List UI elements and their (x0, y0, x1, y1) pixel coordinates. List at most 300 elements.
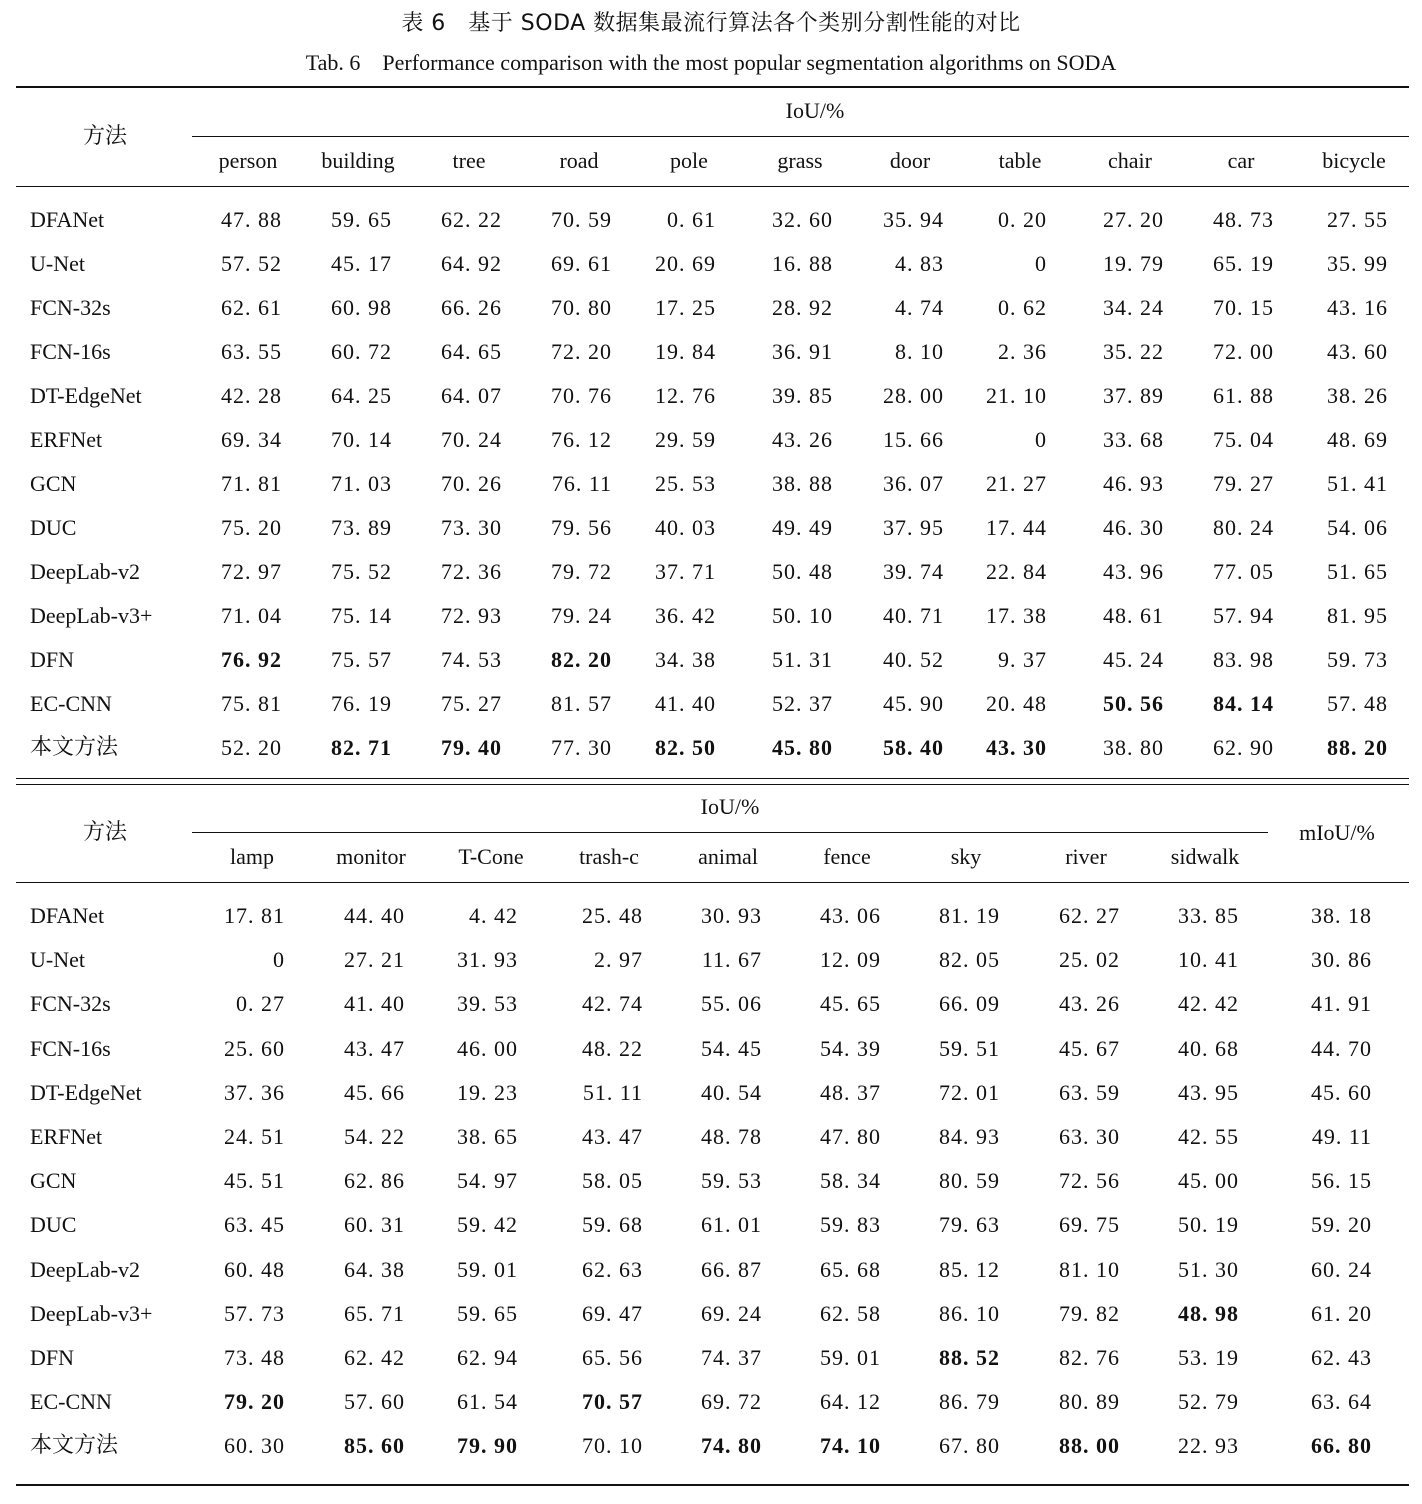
table1-value-cell: 75. 81 (221, 691, 282, 716)
table2-value-cell: 30. 86 (1311, 947, 1372, 973)
table1-value-cell: 70. 24 (441, 427, 502, 452)
table2-value-cell: 45. 66 (344, 1079, 405, 1105)
table1-value-cell: 81. 95 (1327, 603, 1388, 628)
table2-value-cell: 41. 40 (344, 991, 405, 1017)
table2-value-cell: 43. 47 (344, 1035, 405, 1061)
table1-value-cell: 4. 74 (895, 295, 944, 320)
table2-value-cell: 58. 05 (582, 1168, 643, 1194)
table2-value-cell: 64. 12 (820, 1389, 881, 1415)
table2-value-cell: 66. 87 (701, 1256, 762, 1282)
table1-value-cell: 43. 16 (1327, 295, 1388, 320)
table1-iou-header: IoU/% (785, 98, 845, 123)
table1-value-cell: 70. 80 (551, 295, 612, 320)
table2-method-cell: 本文方法 (30, 1433, 119, 1459)
table2-value-cell: 33. 85 (1178, 903, 1239, 928)
table1-value-cell: 47. 88 (221, 207, 282, 232)
table2-value-cell: 24. 51 (224, 1124, 285, 1149)
table2-value-cell: 55. 06 (701, 991, 762, 1017)
table1-value-cell: 48. 61 (1103, 603, 1164, 628)
table2-value-cell: 69. 24 (701, 1300, 762, 1326)
table1-column-header: grass (777, 148, 823, 173)
table2-value-cell: 57. 60 (344, 1389, 405, 1415)
table2-value-cell: 48. 22 (582, 1035, 643, 1061)
table2-value-cell: 65. 68 (820, 1256, 881, 1282)
table2-iou-header: IoU/% (700, 794, 760, 819)
table2-value-cell: 73. 48 (224, 1345, 285, 1370)
table2-value-cell: 74. 80 (701, 1433, 762, 1459)
table2-value-cell: 10. 41 (1178, 947, 1239, 973)
table2-method-cell: U-Net (30, 947, 85, 973)
table1-value-cell: 71. 03 (331, 471, 392, 496)
table2-value-cell: 44. 70 (1311, 1035, 1372, 1061)
table1-value-cell: 15. 66 (883, 427, 944, 452)
table1-value-cell: 62. 22 (441, 207, 502, 232)
table2-value-cell: 59. 01 (820, 1345, 881, 1370)
table1-value-cell: 71. 04 (221, 603, 282, 628)
table2-value-cell: 81. 19 (939, 903, 1000, 928)
table2-value-cell: 62. 58 (820, 1300, 881, 1326)
table1-value-cell: 38. 88 (772, 471, 833, 496)
table2-value-cell: 59. 65 (457, 1300, 518, 1326)
table2-value-cell: 74. 10 (820, 1433, 881, 1459)
table2-value-cell: 40. 68 (1178, 1035, 1239, 1061)
table1-value-cell: 51. 41 (1327, 471, 1388, 496)
table1-value-cell: 37. 89 (1103, 383, 1164, 408)
table1-column-header: person (218, 148, 278, 173)
table2-method-cell: DT-EdgeNet (30, 1079, 142, 1105)
table2-value-cell: 44. 40 (344, 903, 405, 928)
table2-value-cell: 74. 37 (701, 1345, 762, 1370)
table1-value-cell: 34. 38 (655, 647, 716, 672)
table1-value-cell: 69. 61 (551, 251, 612, 276)
table2-value-cell: 48. 37 (820, 1079, 881, 1105)
table1-value-cell: 27. 55 (1327, 207, 1388, 232)
table2-value-cell: 51. 11 (582, 1079, 643, 1105)
table2-value-cell: 25. 48 (582, 903, 643, 928)
table1-value-cell: 43. 30 (986, 735, 1047, 760)
table1-value-cell: 64. 25 (331, 383, 392, 408)
table2-value-cell: 50. 19 (1178, 1212, 1239, 1238)
table1-value-cell: 54. 06 (1327, 515, 1388, 540)
table2-value-cell: 54. 39 (820, 1035, 881, 1061)
table2-value-cell: 40. 54 (701, 1079, 762, 1105)
table2-value-cell: 48. 98 (1178, 1300, 1239, 1326)
table1-value-cell: 79. 40 (441, 735, 502, 760)
table2-value-cell: 62. 42 (344, 1345, 405, 1370)
table1-column-header: bicycle (1322, 148, 1386, 173)
table1-value-cell: 63. 55 (221, 339, 282, 364)
table2-value-cell: 59. 83 (820, 1212, 881, 1238)
table1-value-cell: 0. 20 (998, 207, 1047, 232)
table1-value-cell: 17. 44 (986, 515, 1047, 540)
table2-value-cell: 53. 19 (1178, 1345, 1239, 1370)
table-caption-english: Tab. 6 Performance comparison with the most popular segmentation algorithms on SODA (305, 50, 1117, 75)
table2-value-cell: 62. 43 (1311, 1345, 1372, 1370)
table1-value-cell: 36. 91 (772, 339, 833, 364)
table2-value-cell: 56. 15 (1311, 1168, 1372, 1194)
table2-value-cell: 4. 42 (469, 903, 518, 928)
table1-method-cell: U-Net (30, 251, 85, 276)
table2-column-header: fence (823, 844, 871, 869)
table1-value-cell: 75. 04 (1213, 427, 1274, 452)
table1-iou-underline (192, 136, 1409, 137)
table2-value-cell: 58. 34 (820, 1168, 881, 1194)
table2-method-cell: DUC (30, 1212, 77, 1238)
table2-value-cell: 30. 93 (701, 903, 762, 928)
table2-value-cell: 82. 05 (939, 947, 1000, 973)
table1-value-cell: 39. 74 (883, 559, 944, 584)
table1-value-cell: 76. 11 (551, 471, 612, 496)
table2-value-cell: 45. 65 (820, 991, 881, 1017)
table2-value-cell: 66. 80 (1311, 1433, 1372, 1459)
table1-value-cell: 52. 37 (772, 691, 833, 716)
table2-value-cell: 38. 65 (457, 1124, 518, 1149)
table2-value-cell: 0 (273, 947, 285, 973)
table1-value-cell: 77. 30 (551, 735, 612, 760)
table2-value-cell: 72. 01 (939, 1079, 1000, 1105)
table1-value-cell: 19. 79 (1103, 251, 1164, 276)
table1-value-cell: 65. 19 (1213, 251, 1274, 276)
table1-value-cell: 42. 28 (221, 383, 282, 408)
table1-method-cell: DUC (30, 515, 77, 540)
table1-value-cell: 70. 14 (331, 427, 392, 452)
table2-column-header: animal (698, 844, 758, 869)
table1-value-cell: 82. 50 (655, 735, 716, 760)
table1-value-cell: 82. 71 (331, 735, 392, 760)
table2-value-cell: 48. 78 (701, 1124, 762, 1149)
table2-value-cell: 17. 81 (224, 903, 285, 928)
table2-value-cell: 60. 24 (1311, 1256, 1372, 1282)
table2-value-cell: 49. 11 (1311, 1124, 1372, 1149)
table1-value-cell: 79. 24 (551, 603, 612, 628)
table1-value-cell: 21. 10 (986, 383, 1047, 408)
table1-value-cell: 43. 60 (1327, 339, 1388, 364)
table1-value-cell: 0 (1035, 427, 1047, 452)
table1-value-cell: 38. 26 (1327, 383, 1388, 408)
table1-value-cell: 38. 80 (1103, 735, 1164, 760)
table2-value-cell: 45. 67 (1059, 1035, 1120, 1061)
table1-value-cell: 4. 83 (895, 251, 944, 276)
table2-value-cell: 62. 94 (457, 1345, 518, 1370)
table1-value-cell: 75. 57 (331, 647, 392, 672)
table2-value-cell: 70. 10 (582, 1433, 643, 1459)
table2-value-cell: 61. 54 (457, 1389, 518, 1415)
table1-value-cell: 57. 48 (1327, 691, 1388, 716)
table2-value-cell: 27. 21 (344, 947, 405, 973)
table2-column-header: lamp (230, 844, 274, 869)
table2-miou-header: mIoU/% (1299, 820, 1375, 845)
table2-value-cell: 69. 47 (582, 1300, 643, 1326)
table1-value-cell: 52. 20 (221, 735, 282, 760)
table1-value-cell: 73. 30 (441, 515, 502, 540)
table2-value-cell: 43. 95 (1178, 1079, 1239, 1105)
table1-method-cell: FCN-32s (30, 295, 111, 320)
table1-value-cell: 72. 00 (1213, 339, 1274, 364)
table1-value-cell: 76. 19 (331, 691, 392, 716)
table2-method-cell: DeepLab-v3+ (30, 1300, 153, 1326)
table2-value-cell: 51. 30 (1178, 1256, 1239, 1282)
table2-value-cell: 63. 59 (1059, 1079, 1120, 1105)
table1-method-cell: DeepLab-v2 (30, 559, 140, 584)
table2-value-cell: 82. 76 (1059, 1345, 1120, 1370)
table2-value-cell: 79. 82 (1059, 1300, 1120, 1326)
table1-value-cell: 36. 42 (655, 603, 716, 628)
table2-value-cell: 69. 72 (701, 1389, 762, 1415)
table2-value-cell: 59. 42 (457, 1212, 518, 1238)
table1-value-cell: 88. 20 (1327, 735, 1388, 760)
table1-value-cell: 51. 31 (772, 647, 833, 672)
table1-value-cell: 43. 26 (772, 427, 833, 452)
table2-method-cell: ERFNet (30, 1124, 103, 1149)
table1-value-cell: 27. 20 (1103, 207, 1164, 232)
table2-value-cell: 61. 20 (1311, 1300, 1372, 1326)
table2-value-cell: 65. 71 (344, 1300, 405, 1326)
table2-value-cell: 45. 51 (224, 1168, 285, 1194)
table2-value-cell: 2. 97 (594, 947, 643, 973)
table1-method-cell: DeepLab-v3+ (30, 603, 153, 628)
table1-value-cell: 81. 57 (551, 691, 612, 716)
table1-value-cell: 71. 81 (221, 471, 282, 496)
table2-iou-underline (192, 832, 1268, 833)
table1-column-header: table (998, 148, 1042, 173)
table1-value-cell: 62. 61 (221, 295, 282, 320)
table1-value-cell: 50. 48 (772, 559, 833, 584)
table1-column-header: building (321, 148, 395, 173)
table1-value-cell: 72. 20 (551, 339, 612, 364)
table1-value-cell: 57. 94 (1213, 603, 1274, 628)
table1-value-cell: 45. 24 (1103, 647, 1164, 672)
table1-value-cell: 64. 65 (441, 339, 502, 364)
table2-value-cell: 52. 79 (1178, 1389, 1239, 1415)
table1-value-cell: 20. 69 (655, 251, 716, 276)
table1-method-header: 方法 (82, 124, 127, 149)
table-caption-chinese: 表 6 基于 SODA 数据集最流行算法各个类别分割性能的对比 (401, 11, 1021, 36)
table1-value-cell: 75. 52 (331, 559, 392, 584)
table1-value-cell: 70. 76 (551, 383, 612, 408)
table2-value-cell: 42. 74 (582, 991, 643, 1017)
table1-top-rule (16, 86, 1409, 88)
table1-header-rule (16, 186, 1409, 187)
table1-value-cell: 35. 22 (1103, 339, 1164, 364)
table1-value-cell: 73. 89 (331, 515, 392, 540)
table1-method-cell: GCN (30, 471, 77, 496)
table1-value-cell: 45. 90 (883, 691, 944, 716)
table2-value-cell: 22. 93 (1178, 1433, 1239, 1459)
table1-value-cell: 28. 92 (772, 295, 833, 320)
table1-value-cell: 75. 27 (441, 691, 502, 716)
table1-value-cell: 79. 72 (551, 559, 612, 584)
table1-value-cell: 72. 93 (441, 603, 502, 628)
table2-value-cell: 42. 55 (1178, 1124, 1239, 1149)
table2-column-header: river (1065, 844, 1107, 869)
table2-value-cell: 79. 90 (457, 1433, 518, 1459)
table1-value-cell: 79. 56 (551, 515, 612, 540)
table1-value-cell: 28. 00 (883, 383, 944, 408)
table2-value-cell: 42. 42 (1178, 991, 1239, 1017)
table2-value-cell: 80. 89 (1059, 1389, 1120, 1415)
table1-value-cell: 79. 27 (1213, 471, 1274, 496)
table2-value-cell: 19. 23 (457, 1079, 518, 1105)
table1-value-cell: 29. 59 (655, 427, 716, 452)
table2-value-cell: 31. 93 (457, 947, 518, 973)
table1-value-cell: 43. 96 (1103, 559, 1164, 584)
table2-value-cell: 54. 45 (701, 1035, 762, 1061)
table1-value-cell: 40. 71 (883, 603, 944, 628)
table2-value-cell: 59. 01 (457, 1256, 518, 1282)
table1-value-cell: 69. 34 (221, 427, 282, 452)
table2-value-cell: 60. 31 (344, 1212, 405, 1238)
table1-value-cell: 74. 53 (441, 647, 502, 672)
table1-value-cell: 17. 38 (986, 603, 1047, 628)
table2-value-cell: 69. 75 (1059, 1212, 1120, 1238)
table2-value-cell: 85. 12 (939, 1256, 1000, 1282)
table1-bottom-rule (16, 778, 1409, 779)
table1-value-cell: 45. 17 (331, 251, 392, 276)
table1-value-cell: 35. 94 (883, 207, 944, 232)
table1-value-cell: 16. 88 (772, 251, 833, 276)
table1-value-cell: 46. 30 (1103, 515, 1164, 540)
table1-value-cell: 25. 53 (655, 471, 716, 496)
table2-value-cell: 54. 22 (344, 1124, 405, 1149)
table1-value-cell: 45. 80 (772, 735, 833, 760)
table2-value-cell: 37. 36 (224, 1079, 285, 1105)
table1-value-cell: 59. 73 (1327, 647, 1388, 672)
table2-value-cell: 43. 06 (820, 903, 881, 928)
table1-value-cell: 57. 52 (221, 251, 282, 276)
table2-value-cell: 63. 45 (224, 1212, 285, 1238)
table1-value-cell: 0 (1035, 251, 1047, 276)
table2-value-cell: 81. 10 (1059, 1256, 1120, 1282)
table2-value-cell: 84. 93 (939, 1124, 1000, 1149)
table1-value-cell: 75. 20 (221, 515, 282, 540)
table1-value-cell: 22. 84 (986, 559, 1047, 584)
table1-value-cell: 60. 72 (331, 339, 392, 364)
table1-value-cell: 75. 14 (331, 603, 392, 628)
table1-method-cell: DFANet (30, 207, 105, 232)
table2-value-cell: 59. 51 (939, 1035, 1000, 1061)
table2-value-cell: 67. 80 (939, 1433, 1000, 1459)
table2-value-cell: 64. 38 (344, 1256, 405, 1282)
table2-value-cell: 60. 48 (224, 1256, 285, 1282)
table2-value-cell: 38. 18 (1311, 903, 1372, 928)
table1-column-header: door (889, 148, 931, 173)
table2-method-cell: FCN-16s (30, 1035, 111, 1061)
table1-value-cell: 62. 90 (1213, 735, 1274, 760)
table2-value-cell: 66. 09 (939, 991, 1000, 1017)
table1-value-cell: 58. 40 (883, 735, 944, 760)
table1-value-cell: 9. 37 (998, 647, 1047, 672)
table2-value-cell: 39. 53 (457, 991, 518, 1017)
table2-column-header: sidwalk (1170, 844, 1240, 869)
table2-value-cell: 12. 09 (820, 947, 881, 973)
table2-value-cell: 72. 56 (1059, 1168, 1120, 1194)
table2-value-cell: 62. 63 (582, 1256, 643, 1282)
table1-value-cell: 34. 24 (1103, 295, 1164, 320)
table1-value-cell: 64. 92 (441, 251, 502, 276)
table2-value-cell: 79. 63 (939, 1212, 1000, 1238)
table1-value-cell: 51. 65 (1327, 559, 1388, 584)
table2-method-cell: DeepLab-v2 (30, 1256, 140, 1282)
table1-value-cell: 49. 49 (772, 515, 833, 540)
table2-value-cell: 45. 00 (1178, 1168, 1239, 1194)
table2-column-header: T-Cone (458, 844, 524, 869)
table2-value-cell: 0. 27 (236, 991, 285, 1017)
table1-value-cell: 64. 07 (441, 383, 502, 408)
table2-top-rule (16, 784, 1409, 785)
table1-value-cell: 84. 14 (1213, 691, 1274, 716)
table1-column-header: pole (670, 148, 708, 173)
table1-value-cell: 41. 40 (655, 691, 716, 716)
table1-value-cell: 48. 73 (1213, 207, 1274, 232)
table1-column-header: road (559, 148, 599, 173)
table1-column-header: car (1227, 148, 1255, 173)
table1-value-cell: 32. 60 (772, 207, 833, 232)
table2-value-cell: 61. 01 (701, 1212, 762, 1238)
table2-column-header: sky (950, 844, 982, 869)
table2-value-cell: 43. 47 (582, 1124, 643, 1149)
table2-value-cell: 47. 80 (820, 1124, 881, 1149)
table2-value-cell: 62. 27 (1059, 903, 1120, 928)
table2-method-cell: GCN (30, 1168, 77, 1194)
table2-column-header: trash-c (579, 844, 639, 869)
table2-value-cell: 88. 00 (1059, 1433, 1120, 1459)
table2-value-cell: 88. 52 (939, 1345, 1000, 1370)
table1-value-cell: 39. 85 (772, 383, 833, 408)
table1-value-cell: 76. 92 (221, 647, 282, 672)
table1-value-cell: 60. 98 (331, 295, 392, 320)
table2-value-cell: 59. 68 (582, 1212, 643, 1238)
table2-value-cell: 46. 00 (457, 1035, 518, 1061)
table2-method-cell: DFANet (30, 903, 105, 928)
table1-value-cell: 70. 59 (551, 207, 612, 232)
table2-value-cell: 86. 79 (939, 1389, 1000, 1415)
table2-method-cell: DFN (30, 1345, 75, 1370)
table1-value-cell: 21. 27 (986, 471, 1047, 496)
table1-value-cell: 61. 88 (1213, 383, 1274, 408)
table2-value-cell: 80. 59 (939, 1168, 1000, 1194)
table1-value-cell: 83. 98 (1213, 647, 1274, 672)
table1-value-cell: 17. 25 (655, 295, 716, 320)
table2-column-header: monitor (336, 844, 406, 869)
table1-value-cell: 48. 69 (1327, 427, 1388, 452)
table2-value-cell: 60. 30 (224, 1433, 285, 1459)
table1-value-cell: 77. 05 (1213, 559, 1274, 584)
table2-value-cell: 57. 73 (224, 1300, 285, 1326)
table1-value-cell: 19. 84 (655, 339, 716, 364)
table1-value-cell: 0. 61 (667, 207, 716, 232)
table2-header-rule (16, 882, 1409, 883)
table1-value-cell: 70. 15 (1213, 295, 1274, 320)
table1-method-cell: DT-EdgeNet (30, 383, 142, 408)
table2-value-cell: 85. 60 (344, 1433, 405, 1459)
table1-value-cell: 50. 10 (772, 603, 833, 628)
table1-method-cell: 本文方法 (30, 735, 119, 760)
table1-value-cell: 2. 36 (998, 339, 1047, 364)
table2-value-cell: 43. 26 (1059, 991, 1120, 1017)
table1-value-cell: 35. 99 (1327, 251, 1388, 276)
table2-value-cell: 59. 53 (701, 1168, 762, 1194)
table2-value-cell: 70. 57 (582, 1389, 643, 1415)
table1-value-cell: 8. 10 (895, 339, 944, 364)
table2-value-cell: 59. 20 (1311, 1212, 1372, 1238)
table1-value-cell: 70. 26 (441, 471, 502, 496)
table1-value-cell: 72. 36 (441, 559, 502, 584)
table2-value-cell: 63. 30 (1059, 1124, 1120, 1149)
table2-method-cell: FCN-32s (30, 991, 111, 1017)
table1-method-cell: FCN-16s (30, 339, 111, 364)
table2-value-cell: 11. 67 (701, 947, 762, 973)
table2-value-cell: 79. 20 (224, 1389, 285, 1415)
